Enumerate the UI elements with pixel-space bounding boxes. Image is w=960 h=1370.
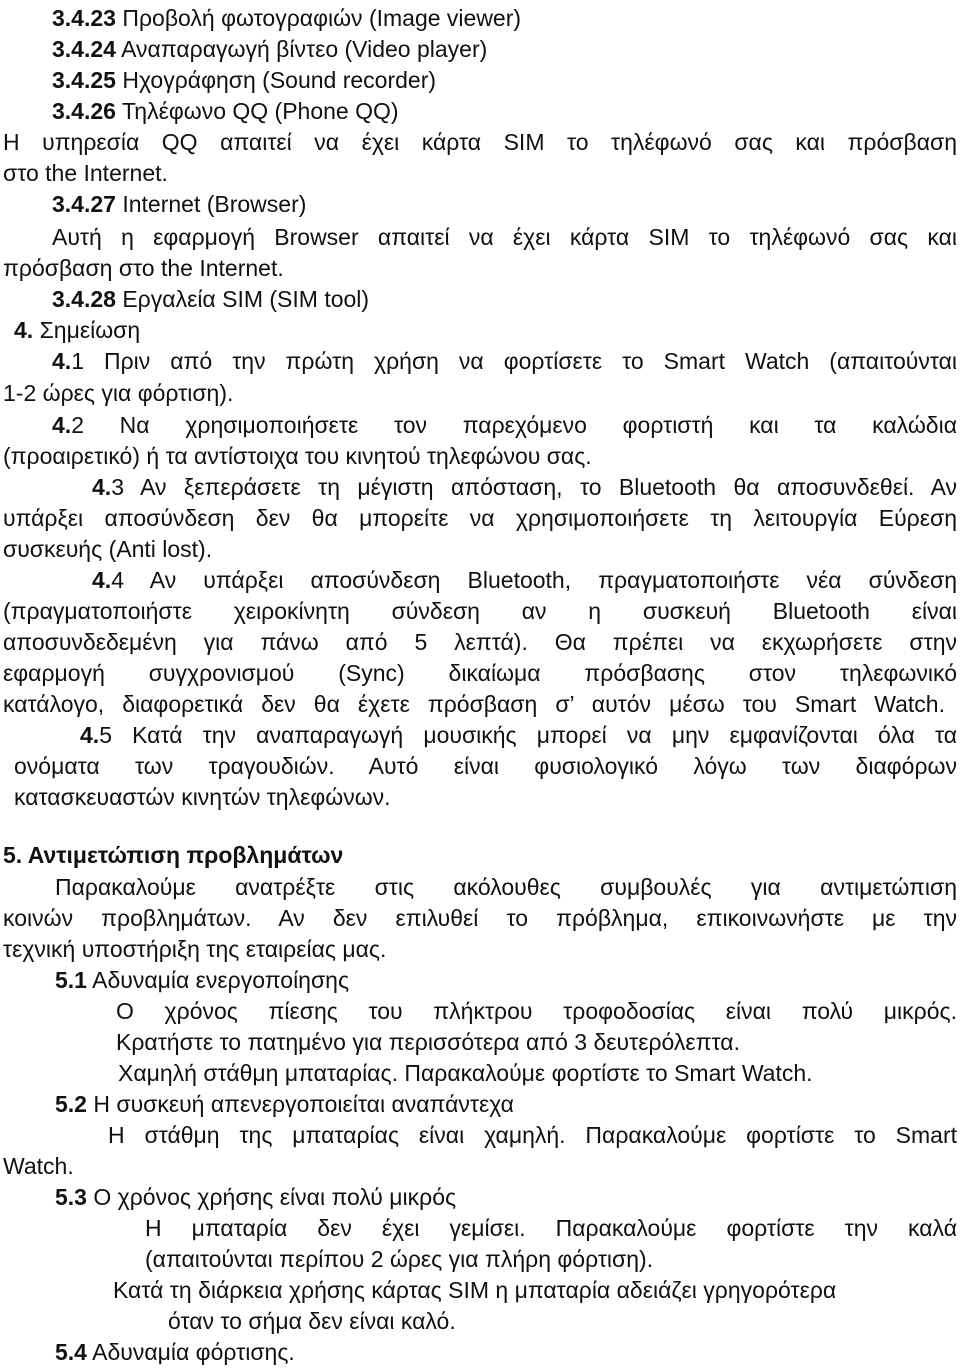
heading-5-2 xyxy=(55,1089,514,1120)
section-number: 3.4.26 xyxy=(52,98,116,124)
paragraph-line: υπάρξει αποσύνδεση δεν θα μπορείτε να χρησιμοποιήσετε τη λειτουργία Εύρεση xyxy=(3,505,957,531)
section-title: Τηλέφωνο QQ (Phone QQ) xyxy=(115,98,399,124)
section-number: 3.4.28 xyxy=(52,286,116,312)
section-title: Αδυναμία ενεργοποίησης xyxy=(86,967,350,993)
paragraph-line: (απαιτούνται περίπου 2 ώρες για πλήρη φόρτιση). xyxy=(145,1246,654,1272)
note-text: 3 Αν ξεπεράσετε τη μέγιστη απόσταση, το Bluetooth θα αποσυνδεθεί. Αν xyxy=(111,474,957,500)
paragraph-line: Η μπαταρία δεν έχει γεμίσει. Παρακαλούμε φορτίστε την καλά xyxy=(145,1215,957,1241)
paragraph-line: 1-2 ώρες για φόρτιση). xyxy=(3,380,234,406)
paragraph-line: Ο χρόνος πίεσης του πλήκτρου τροφοδοσίας είναι πολύ μικρός. xyxy=(116,998,957,1024)
paragraph-line: τεχνική υποστήριξη της εταιρείας μας. xyxy=(3,936,387,962)
paragraph-line: στο the Internet. xyxy=(3,160,168,186)
heading-troubleshooting: 5. Αντιμετώπιση προβλημάτων xyxy=(3,842,344,868)
section-title: Σημείωση xyxy=(33,317,141,343)
section-number: 5.3 xyxy=(55,1184,87,1210)
section-number: 4. xyxy=(80,722,100,748)
note-4-2 xyxy=(52,410,957,441)
section-number: 4. xyxy=(14,317,34,343)
note-text: 4 Αν υπάρξει αποσύνδεση Bluetooth, πραγματοποιήστε νέα σύνδεση xyxy=(111,567,957,593)
paragraph-line: κατάλογο, διαφορετικά δεν θα έχετε πρόσβαση σ’ αυτόν μέσω του Smart Watch. xyxy=(3,691,945,717)
paragraph-line: όταν το σήμα δεν είναι καλό. xyxy=(168,1308,456,1334)
section-number: 5.4 xyxy=(55,1339,87,1365)
paragraph-line: συσκευής (Anti lost). xyxy=(3,536,213,562)
section-title: Αδυναμία φόρτισης. xyxy=(86,1339,295,1365)
section-title: Η συσκευή απενεργοποιείται αναπάντεχα xyxy=(86,1091,514,1117)
heading-3-4-23 xyxy=(52,3,521,34)
heading-5-4 xyxy=(55,1337,295,1368)
heading-3-4-25 xyxy=(52,65,436,96)
paragraph-line: Κρατήστε το πατημένο για περισσότερα από 3 δευτερόλεπτα. xyxy=(116,1029,740,1055)
paragraph-line: Αυτή η εφαρμογή Browser απαιτεί να έχει κάρτα SIM το τηλέφωνό σας και xyxy=(52,224,957,250)
section-title: Αναπαραγωγή βίντεο (Video player) xyxy=(115,36,488,62)
section-title: Εργαλεία SIM (SIM tool) xyxy=(115,286,370,312)
section-number: 4. xyxy=(52,348,72,374)
section-number: 5.1 xyxy=(55,967,87,993)
section-title: Ο χρόνος χρήσης είναι πολύ μικρός xyxy=(86,1184,457,1210)
paragraph-line: κατασκευαστών κινητών τηλεφώνων. xyxy=(14,784,391,810)
heading-3-4-27 xyxy=(52,189,306,220)
section-title: Προβολή φωτογραφιών (Image viewer) xyxy=(115,5,522,31)
paragraph-line: εφαρμογή συγχρονισμού (Sync) δικαίωμα πρόσβασης στον τηλεφωνικό xyxy=(3,660,957,686)
section-number: 4. xyxy=(92,567,112,593)
heading-5-3 xyxy=(55,1182,456,1213)
paragraph-line: Κατά τη διάρκεια χρήσης κάρτας SIM η μπαταρία αδειάζει γρηγορότερα xyxy=(113,1277,837,1303)
section-title: Ηχογράφηση (Sound recorder) xyxy=(115,67,437,93)
heading-3-4-24 xyxy=(52,34,487,65)
section-number: 3.4.24 xyxy=(52,36,116,62)
paragraph-line: Παρακαλούμε ανατρέξτε στις ακόλουθες συμβουλές για αντιμετώπιση xyxy=(55,874,957,900)
section-number: 4. xyxy=(92,474,112,500)
note-4-5 xyxy=(80,720,957,751)
note-text: 5 Κατά την αναπαραγωγή μουσικής μπορεί να μην εμφανίζονται όλα τα xyxy=(99,722,957,748)
section-number: 3.4.23 xyxy=(52,5,116,31)
paragraph-line: Η στάθμη της μπαταρίας είναι χαμηλή. Παρακαλούμε φορτίστε το Smart xyxy=(108,1122,957,1148)
section-number: 3.4.25 xyxy=(52,67,116,93)
paragraph-line: (πραγματοποιήστε χειροκίνητη σύνδεση αν η συσκευή Bluetooth είναι xyxy=(3,598,957,624)
heading-4-note xyxy=(14,315,140,346)
section-number: 3.4.27 xyxy=(52,191,116,217)
section-number: 4. xyxy=(52,412,72,438)
heading-3-4-28 xyxy=(52,284,369,315)
paragraph-line: (προαιρετικό) ή τα αντίστοιχα του κινητού τηλεφώνου σας. xyxy=(3,443,592,469)
note-4-3 xyxy=(92,472,957,503)
paragraph-line: πρόσβαση στο the Internet. xyxy=(3,255,284,281)
paragraph-line: αποσυνδεδεμένη για πάνω από 5 λεπτά). Θα πρέπει να εκχωρήσετε στην xyxy=(3,629,957,655)
heading-5-1 xyxy=(55,965,349,996)
section-title: Internet (Browser) xyxy=(115,191,307,217)
paragraph-line: ονόματα των τραγουδιών. Αυτό είναι φυσιολογικό λόγω των διαφόρων xyxy=(14,753,957,779)
note-4-4 xyxy=(92,565,957,596)
note-4-1 xyxy=(52,346,957,377)
paragraph-line: Watch. xyxy=(3,1153,74,1179)
paragraph-line: κοινών προβλημάτων. Αν δεν επιλυθεί το πρόβλημα, επικοινωνήστε με την xyxy=(3,905,957,931)
section-number: 5.2 xyxy=(55,1091,87,1117)
heading-3-4-26 xyxy=(52,96,399,127)
paragraph-line: Χαμηλή στάθμη μπαταρίας. Παρακαλούμε φορτίστε το Smart Watch. xyxy=(118,1060,813,1086)
note-text: 1 Πριν από την πρώτη χρήση να φορτίσετε το Smart Watch (απαιτούνται xyxy=(71,348,957,374)
note-text: 2 Να χρησιμοποιήσετε τον παρεχόμενο φορτιστή και τα καλώδια xyxy=(71,412,957,438)
paragraph-line: Η υπηρεσία QQ απαιτεί να έχει κάρτα SIM το τηλέφωνό σας και πρόσβαση xyxy=(3,129,957,155)
